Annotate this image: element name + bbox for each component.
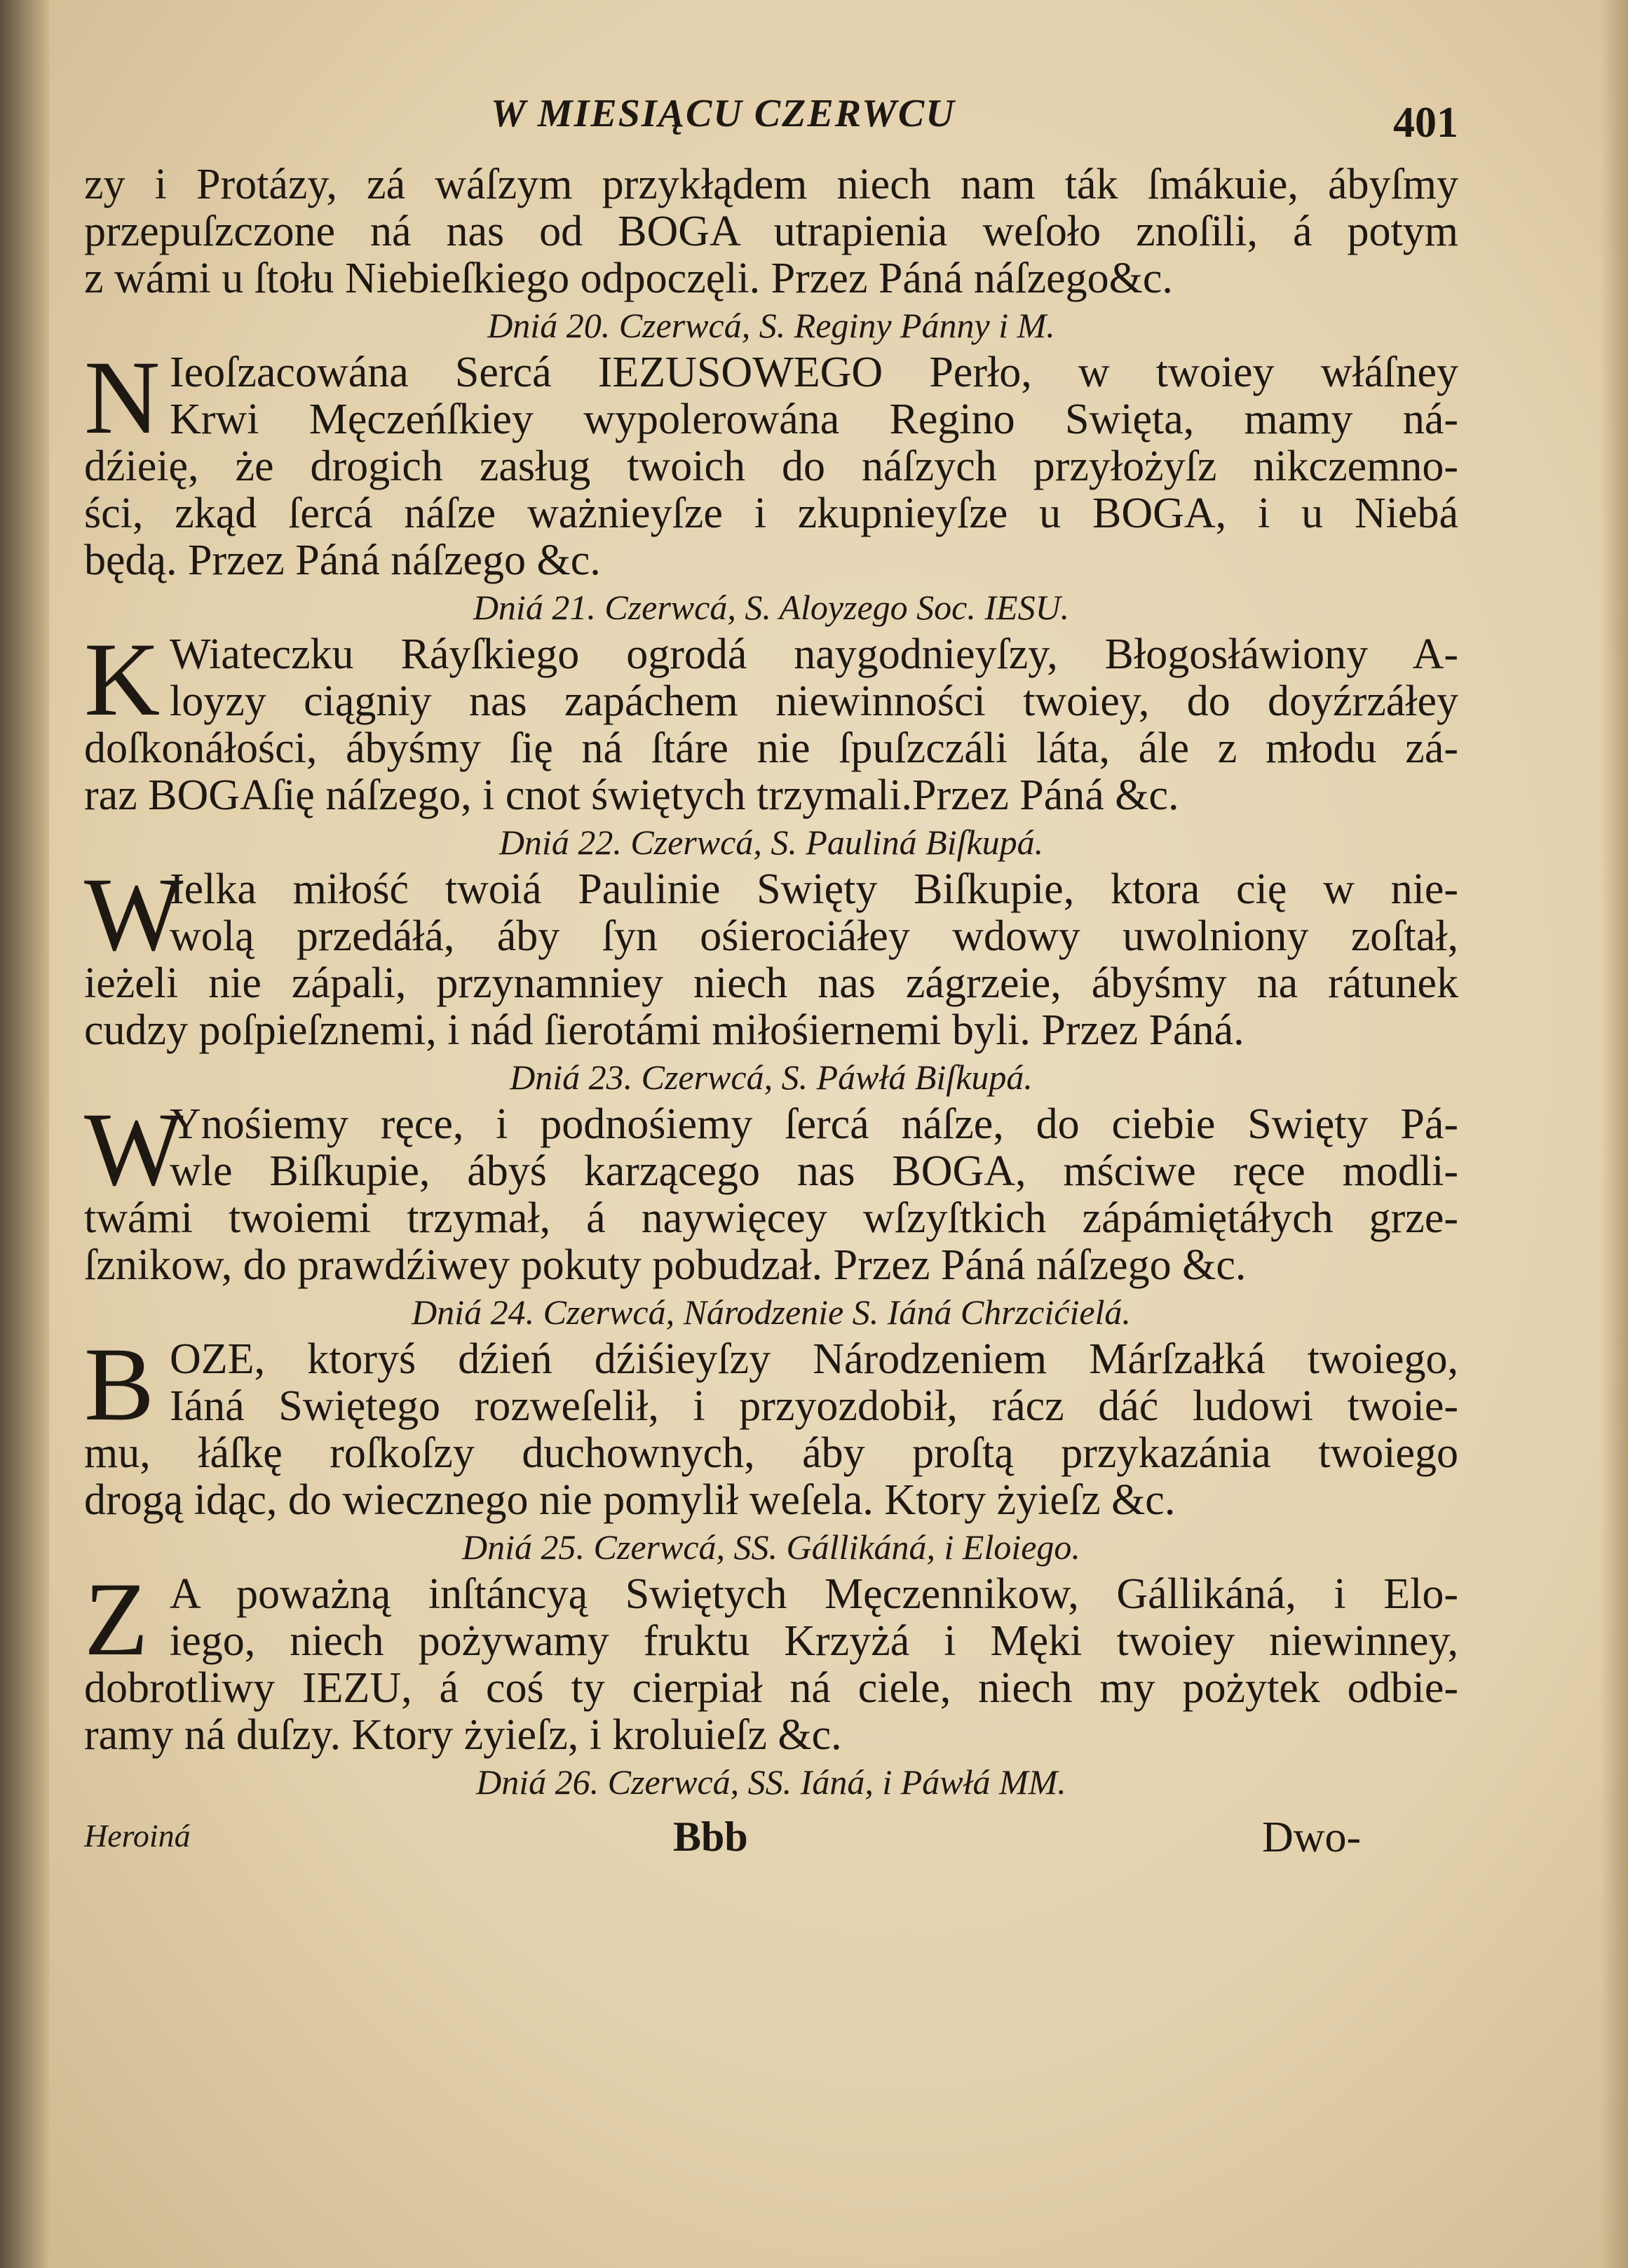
text-line: ramy ná duſzy. Ktory żyieſz, i kroluieſz &c. [84, 1711, 842, 1759]
signature-mark: Bbb [673, 1814, 748, 1860]
prayer-paragraph [84, 856, 1458, 1054]
text-line: wolą przedáłá, áby ſyn ośierociáłey wdowy uwolniony zoſtał, [170, 912, 1458, 960]
text-line: Wiateczku Ráyſkiego ogrodá naygodnieyſzy, Błogosłáwiony A- [170, 630, 1458, 678]
page-number: 401 [1393, 99, 1458, 147]
feast-date-heading: Dniá 21. Czerwcá, S. Aloyzego Soc. IESU. [473, 588, 1070, 627]
text-line: OZE, ktoryś dźień dźiśieyſzy Národzeniem Márſzałká twoiego, [170, 1335, 1458, 1383]
text-line: A poważną inſtáncyą Swiętych Męczennikow, Gállikáná, i Elo- [170, 1570, 1458, 1618]
feast-date-heading: Dniá 26. Czerwcá, SS. Iáná, i Páwłá MM. [476, 1762, 1066, 1802]
text-line: przepuſzczone ná nas od BOGA utrapienia weſoło znoſili, á potym [84, 208, 1458, 255]
text-line: doſkonáłości, ábyśmy ſię ná ſtáre nie ſpuſzczáli láta, ále z młodu zá- [84, 724, 1458, 772]
intro-paragraph [84, 161, 1458, 302]
page-gutter [0, 0, 49, 2268]
catchword: Dwo- [1262, 1814, 1362, 1861]
prayer-paragraph [84, 621, 1458, 819]
text-line: będą. Przez Páná náſzego &c. [84, 536, 601, 584]
drop-cap: W [84, 1091, 184, 1208]
prayer-paragraph [84, 1326, 1458, 1524]
text-line: Ielka miłość twoiá Paulinie Swięty Biſkupie, ktora cię w nie- [170, 865, 1458, 913]
drop-cap: N [84, 339, 161, 456]
feast-date-heading: Dniá 24. Czerwcá, Národzenie S. Iáná Chrzcićielá. [412, 1292, 1131, 1332]
prayer-paragraph [84, 339, 1458, 584]
text-line: iego, niech pożywamy fruktu Krzyżá i Męki twoiey niewinney, [170, 1617, 1458, 1665]
drop-cap: B [84, 1326, 155, 1443]
text-line: zy i Protázy, zá wáſzym przykłądem niech nam ták ſmákuie, ábyſmy [84, 161, 1458, 208]
drop-cap: Z [84, 1561, 149, 1678]
text-line: ieżeli nie zápali, przynamniey niech nas zágrzeie, ábyśmy na rátunek [84, 959, 1458, 1007]
text-line: twámi twoiemi trzymał, á naywięcey wſzyſtkich zápámiętáłych grze- [84, 1194, 1458, 1242]
prayer-paragraph [84, 1561, 1458, 1759]
text-line: ści, zkąd ſercá náſze ważnieyſze i zkupnieyſze u BOGA, i u Niebá [84, 490, 1458, 537]
text-block [84, 77, 1458, 1869]
feast-date-heading: Dniá 20. Czerwcá, S. Reginy Pánny i M. [487, 306, 1055, 345]
text-line: Iáná Swiętego rozweſelił, i przyozdobił, rácz dáć ludowi twoie- [170, 1382, 1458, 1430]
text-line: Ieoſzacowána Sercá IEZUSOWEGO Perło, w twoiey włáſney [170, 349, 1458, 396]
drop-cap: W [84, 856, 184, 973]
page-header [84, 77, 1458, 161]
feast-date-heading: Dniá 23. Czerwcá, S. Páwłá Biſkupá. [510, 1058, 1033, 1097]
text-line: drogą idąc, do wiecznego nie pomylił weſela. Ktory żyieſz &c. [84, 1476, 1176, 1524]
text-line: Krwi Męczeńſkiey wypolerowána Regino Swięta, mamy ná- [170, 396, 1458, 443]
page-footer [84, 1813, 1458, 1869]
text-line: dobrotliwy IEZU, á coś ty cierpiał ná ciele, niech my pożytek odbie- [84, 1664, 1458, 1712]
prayer-paragraph [84, 1091, 1458, 1289]
feast-date-heading: Dniá 25. Czerwcá, SS. Gállikáná, i Eloiego. [462, 1527, 1080, 1567]
marginal-catchword: Heroiná [84, 1818, 191, 1854]
text-line: Ynośiemy ręce, i podnośiemy ſercá náſze, do ciebie Swięty Pá- [170, 1100, 1458, 1148]
text-line: ſznikow, do prawdźiwey pokuty pobudzał. Przez Páná náſzego &c. [84, 1241, 1247, 1289]
text-line: cudzy poſpieſznemi, i nád ſierotámi miłośiernemi byli. Przez Páná. [84, 1006, 1244, 1054]
text-line: raz BOGAſię náſzego, i cnot świętych trzymali.Przez Páná &c. [84, 771, 1179, 819]
text-line: dźieię, że drogich zasług twoich do náſzych przyłożyſz nikczemno- [84, 443, 1458, 490]
running-head: W MIESIĄCU CZERWCU [491, 92, 956, 135]
feast-date-heading: Dniá 22. Czerwcá, S. Pauliná Biſkupá. [498, 823, 1044, 862]
page-edge [1600, 0, 1628, 2268]
text-line: mu, łáſkę roſkoſzy duchownych, áby proſtą przykazánia twoiego [84, 1429, 1458, 1477]
text-line: z wámi u ſtołu Niebieſkiego odpoczęli. Przez Páná náſzego&c. [84, 255, 1173, 302]
text-line: loyzy ciągniy nas zapáchem niewinności twoiey, do doyźrzáłey [170, 677, 1458, 725]
drop-cap: K [84, 621, 161, 738]
text-line: wle Biſkupie, ábyś karzącego nas BOGA, mściwe ręce modli- [170, 1147, 1458, 1195]
